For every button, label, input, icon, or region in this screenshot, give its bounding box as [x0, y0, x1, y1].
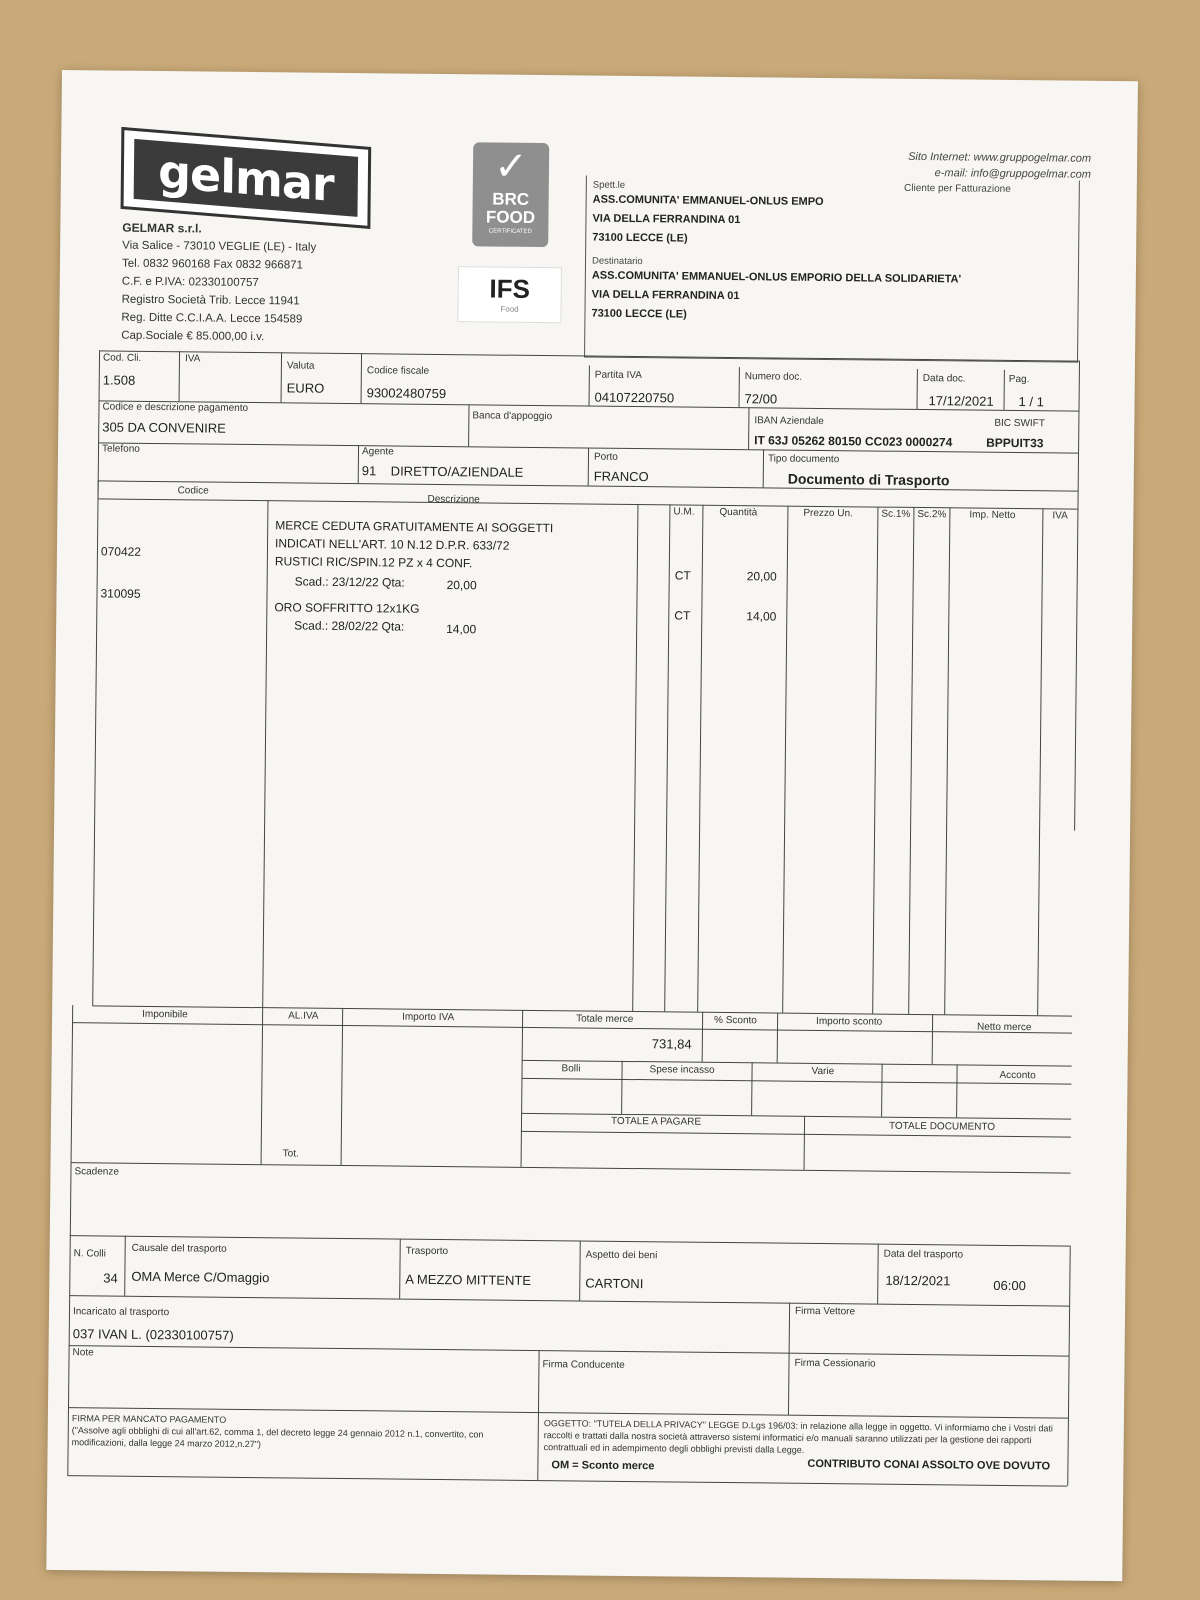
company-cciaa: Reg. Ditte C.C.I.A.A. Lecce 154589 — [121, 311, 303, 326]
row1-qty: 20,00 — [746, 569, 777, 584]
cod-cli-label: Cod. Cli. — [102, 352, 142, 364]
acconto-label: Acconto — [999, 1069, 1036, 1082]
company-vat: C.F. e P.IVA: 02330100757 — [121, 275, 259, 290]
doctype-label: Tipo documento — [767, 453, 840, 466]
conai-note: CONTRIBUTO CONAI ASSOLTO OVE DOVUTO — [807, 1457, 1051, 1473]
col-prezzo: Prezzo Un. — [803, 507, 853, 520]
company-address: Via Salice - 73010 VEGLIE (LE) - Italy — [122, 239, 317, 254]
importo-sconto-label: Importo sconto — [816, 1015, 883, 1028]
col-sc2: Sc.2% — [917, 508, 947, 521]
firma-title: FIRMA PER MANCATO PAGAMENTO — [71, 1413, 227, 1425]
company-info — [121, 219, 382, 348]
varie-label: Varie — [811, 1065, 835, 1078]
row1-um: CT — [674, 568, 691, 583]
tot-label: Tot. — [282, 1148, 299, 1160]
note-line-1: MERCE CEDUTA GRATUITAMENTE AI SOGGETTI — [275, 518, 554, 536]
num-doc-label: Numero doc. — [744, 371, 803, 383]
num-doc-value: 72/00 — [744, 391, 778, 407]
bic-label: BIC SWIFT — [994, 417, 1045, 430]
customer-street: VIA DELLA FERRANDINA 01 — [592, 212, 741, 227]
totale-merce-label: Totale merce — [576, 1013, 634, 1026]
col-sc1: Sc.1% — [881, 508, 911, 520]
data-trasporto-label: Data del trasporto — [883, 1248, 964, 1261]
doctype-value: Documento di Trasporto — [787, 470, 950, 489]
checkmark-icon: ✓ — [494, 144, 528, 189]
aliva-label: AL.IVA — [288, 1010, 319, 1022]
website: Sito Internet: www.gruppogelmar.com — [908, 150, 1092, 165]
valuta-label: Valuta — [286, 360, 315, 372]
address-box — [584, 175, 1080, 362]
company-phone: Tel. 0832 960168 Fax 0832 966871 — [121, 257, 303, 272]
importo-iva-label: Importo IVA — [402, 1011, 455, 1024]
netto-merce-label: Netto merce — [976, 1021, 1032, 1034]
date-doc-value: 17/12/2021 — [928, 393, 994, 409]
cf-value: 93002480759 — [366, 385, 447, 402]
cf-label: Codice fiscale — [366, 365, 430, 377]
row1-expiry-qty: 20,00 — [446, 578, 477, 593]
firma-text: ("Assolve agli obblighi di cui all'art.62, comma 1, del decreto legge 24 gennaio 2012 n.1, convertito, con modificazioni, dalla legge 24 marzo 2012,n.27") — [71, 1425, 484, 1450]
bic-value: BPPUIT33 — [986, 435, 1044, 451]
totale-merce-value: 731,84 — [651, 1036, 692, 1052]
row2-description: ORO SOFFRITTO 12x1KG — [274, 600, 420, 616]
row2-expiry: Scad.: 28/02/22 Qta: — [294, 618, 405, 634]
brc-text: BRC — [492, 189, 530, 209]
valuta-value: EURO — [286, 380, 325, 396]
incaricato-label: Incaricato al trasporto — [72, 1306, 170, 1319]
piva-value: 04107220750 — [594, 389, 675, 406]
imponibile-label: Imponibile — [142, 1008, 188, 1021]
row1-expiry: Scad.: 23/12/22 Qta: — [294, 574, 405, 590]
row2-um: CT — [674, 608, 691, 623]
page-label: Pag. — [1008, 373, 1030, 386]
col-descrizione: Descrizione — [427, 493, 480, 506]
phone-label: Telefono — [101, 443, 140, 455]
col-codice: Codice — [177, 485, 209, 497]
company-capital: Cap.Sociale € 85.000,00 i.v. — [121, 329, 265, 344]
row2-code: 310095 — [100, 586, 141, 601]
row2-qty: 14,00 — [746, 609, 777, 624]
certificated-text: CERTIFICATED — [488, 228, 532, 235]
scadenze-label: Scadenze — [74, 1166, 120, 1178]
agent-value: 91 DIRETTO/AZIENDALE — [361, 463, 524, 480]
col-imp-netto: Imp. Netto — [969, 509, 1016, 522]
porto-value: FRANCO — [593, 468, 649, 485]
recipient-name: ASS.COMUNITA' EMMANUEL-ONLUS EMPORIO DELLA SOLIDARIETA' — [591, 269, 962, 286]
totale-documento-label: TOTALE DOCUMENTO — [888, 1120, 996, 1133]
causale-value: OMA Merce C/Omaggio — [131, 1268, 270, 1286]
causale-label: Causale del trasporto — [131, 1242, 227, 1255]
colli-value: 34 — [103, 1270, 118, 1286]
row2-expiry-qty: 14,00 — [446, 622, 477, 637]
ifs-text: IFS — [489, 273, 531, 304]
customer-label: Spett.le — [592, 179, 626, 191]
company-registry: Registro Società Trib. Lecce 11941 — [121, 293, 300, 308]
aspetto-label: Aspetto dei beni — [585, 1249, 658, 1262]
col-iva: IVA — [1052, 510, 1068, 522]
ifs-food-text: Food — [500, 304, 519, 314]
billing-label: Cliente per Fatturazione — [904, 182, 1011, 195]
food-text: FOOD — [485, 207, 536, 227]
colli-label: N. Colli — [73, 1248, 106, 1260]
row1-description: RUSTICI RIC/SPIN.12 PZ x 4 CONF. — [274, 554, 473, 571]
note-line-2: INDICATI NELL'ART. 10 N.12 D.P.R. 633/72 — [274, 536, 510, 553]
firma-cessionario-label: Firma Cessionario — [794, 1357, 876, 1370]
delivery-document — [46, 70, 1138, 1581]
col-quantita: Quantità — [719, 506, 758, 519]
row1-code: 070422 — [100, 544, 142, 559]
sconto-pct-label: % Sconto — [714, 1014, 757, 1027]
customer-name: ASS.COMUNITA' EMMANUEL-ONLUS EMPO — [592, 193, 824, 208]
payment-label: Codice e descrizione pagamento — [102, 401, 249, 414]
page-value: 1 / 1 — [1018, 394, 1044, 410]
bank-label: Banca d'appoggio — [472, 410, 553, 423]
trasporto-value: A MEZZO MITTENTE — [405, 1271, 532, 1288]
trasporto-label: Trasporto — [405, 1245, 449, 1258]
customer-city: 73100 LECCE (LE) — [592, 231, 688, 245]
col-um: U.M. — [673, 506, 695, 518]
brc-food-badge — [472, 142, 549, 247]
firma-vettore-label: Firma Vettore — [794, 1305, 856, 1318]
om-legend: OM = Sconto merce — [551, 1459, 655, 1473]
iban-value: IT 63J 05262 80150 CC023 0000274 — [754, 433, 953, 450]
date-doc-label: Data doc. — [922, 373, 966, 385]
company-name: GELMAR s.r.l. — [122, 220, 202, 236]
company-logo — [121, 127, 372, 229]
email: e-mail: info@gruppogelmar.com — [934, 167, 1092, 181]
logo-text: gelmar — [157, 143, 334, 212]
items-note — [275, 516, 553, 555]
incaricato-value: 037 IVAN L. (02330100757) — [72, 1326, 234, 1343]
totale-pagare-label: TOTALE A PAGARE — [610, 1115, 702, 1128]
porto-label: Porto — [593, 451, 618, 463]
privacy-notice: OGGETTO: "TUTELA DELLA PRIVACY" LEGGE D.Lgs 196/03: in relazione alla legge in oggetto. Vi informiamo che i Vostri dati raccolti e trattati dalla nostra società attraverso sistemi informatici e/o manuali saranno utilizzati per la gestione dei rapporti contrattuali ed in adempimento degli obblighi previsti dalla Legge. — [543, 1418, 1054, 1455]
firma-mancato-pagamento — [72, 1412, 532, 1453]
data-trasporto-value: 18/12/2021 — [885, 1272, 951, 1289]
aspetto-value: CARTONI — [585, 1275, 644, 1292]
iva-label: IVA — [184, 353, 201, 365]
iban-label: IBAN Aziendale — [754, 415, 824, 427]
ifs-food-badge — [457, 266, 562, 323]
cod-cli-value: 1.508 — [102, 372, 136, 388]
recipient-street: VIA DELLA FERRANDINA 01 — [591, 288, 740, 303]
recipient-city: 73100 LECCE (LE) — [591, 307, 687, 321]
spese-label: Spese incasso — [649, 1064, 715, 1076]
recipient-label: Destinatario — [591, 255, 643, 268]
note-label: Note — [72, 1347, 94, 1359]
bolli-label: Bolli — [561, 1063, 581, 1075]
agent-label: Agente — [361, 446, 394, 458]
piva-label: Partita IVA — [594, 369, 642, 382]
firma-conducente-label: Firma Conducente — [542, 1359, 625, 1371]
ora-trasporto-value: 06:00 — [993, 1277, 1026, 1294]
payment-value: 305 DA CONVENIRE — [102, 419, 226, 436]
